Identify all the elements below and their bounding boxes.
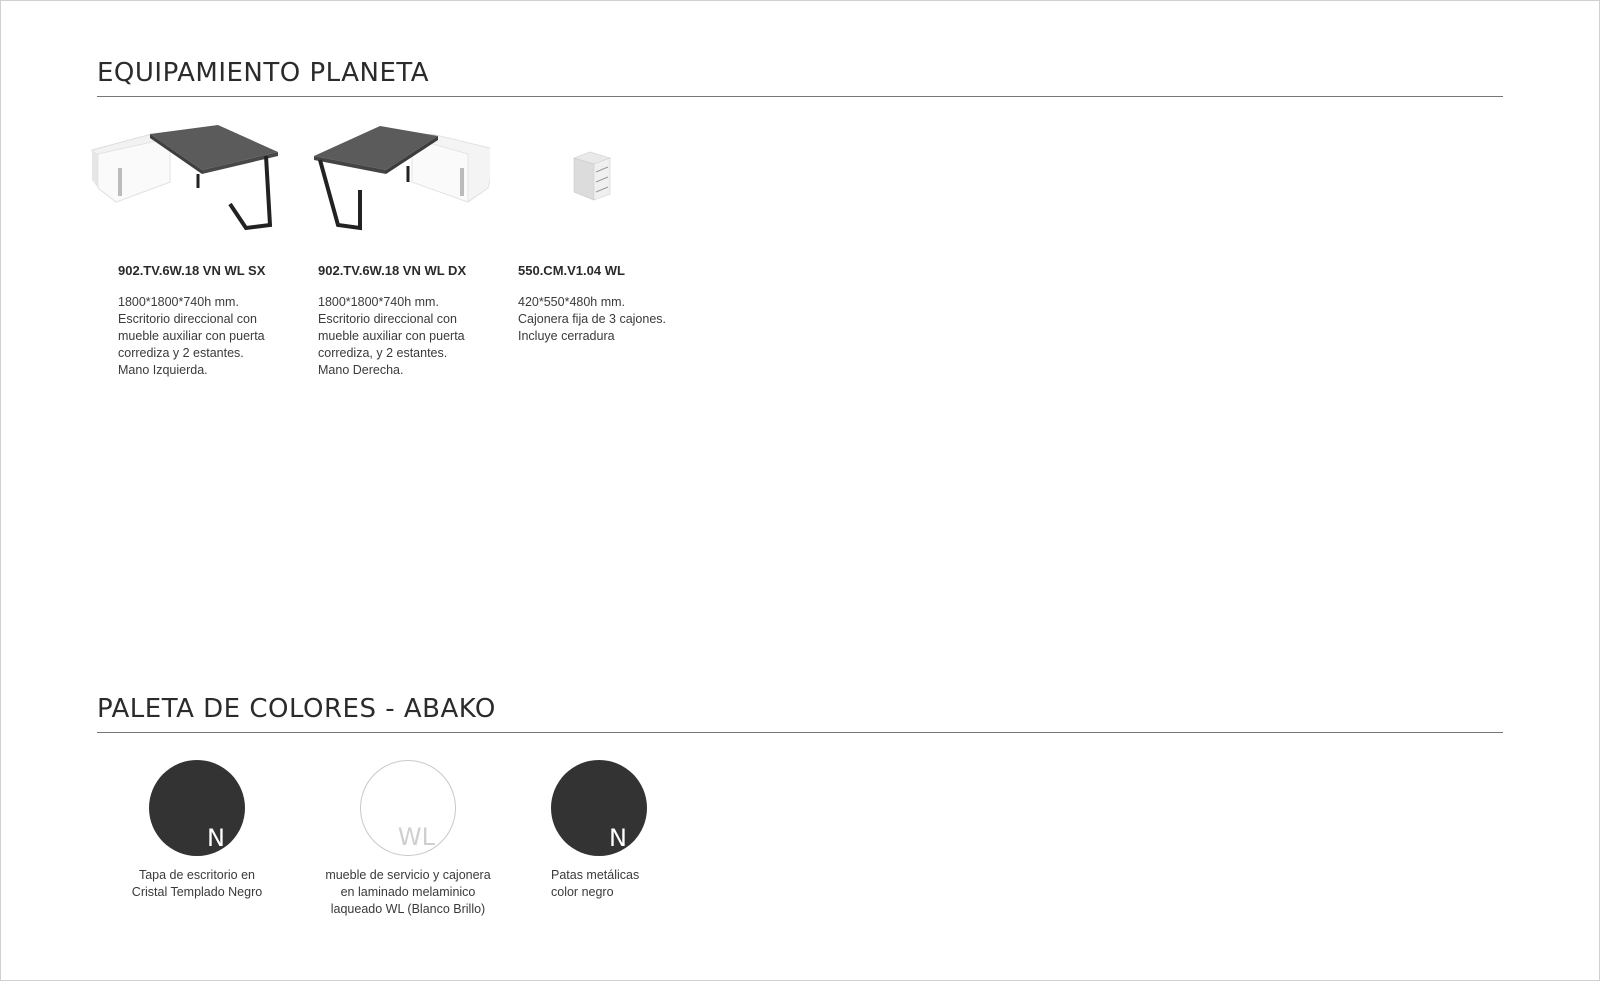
swatch-letter: N [609, 824, 627, 852]
caption-line: Patas metálicas [551, 868, 640, 882]
product-description [518, 294, 698, 345]
palette-title: PALETA DE COLORES - ABAKO [97, 694, 496, 724]
description-line: mueble auxiliar con puerta [318, 329, 465, 343]
desk-right-icon [290, 120, 490, 240]
caption-line: Cristal Templado Negro [131, 885, 263, 899]
description-line: 420*550*480h mm. [518, 295, 626, 309]
description-line: corrediza, y 2 estantes. [318, 346, 448, 360]
swatch-caption [308, 867, 508, 918]
description-line: Escritorio direccional con [318, 312, 457, 326]
desk-left-icon [90, 120, 290, 240]
caption-line: color negro [551, 885, 614, 899]
description-line: Mano Derecha. [318, 363, 404, 377]
description-line: 1800*1800*740h mm. [118, 295, 239, 309]
description-line: corrediza y 2 estantes. [118, 346, 244, 360]
swatch-caption [551, 867, 639, 901]
equipment-title: EQUIPAMIENTO PLANETA [97, 58, 430, 88]
description-line: Cajonera fija de 3 cajones. [518, 312, 667, 326]
product-code: 550.CM.V1.04 WL [518, 263, 625, 278]
product-code: 902.TV.6W.18 VN WL SX [118, 263, 266, 278]
swatch-circle-black [551, 760, 647, 856]
product-description [318, 294, 498, 379]
description-line: Incluye cerradura [518, 329, 615, 343]
swatch-letter: N [207, 824, 225, 852]
equipment-divider [97, 96, 1503, 97]
product-code: 902.TV.6W.18 VN WL DX [318, 263, 467, 278]
caption-line: en laminado melaminico [340, 885, 476, 899]
drawer-unit-icon [490, 120, 690, 240]
product-description [118, 294, 298, 379]
palette-divider [97, 732, 1503, 733]
caption-line: laqueado WL (Blanco Brillo) [330, 902, 486, 916]
caption-line: Tapa de escritorio en [138, 868, 256, 882]
swatch-caption [127, 867, 267, 901]
swatch-circle-white [360, 760, 456, 856]
description-line: Mano Izquierda. [118, 363, 208, 377]
swatch-letter: WL [397, 823, 435, 851]
swatch-circle-black [149, 760, 245, 856]
description-line: mueble auxiliar con puerta [118, 329, 265, 343]
description-line: 1800*1800*740h mm. [318, 295, 439, 309]
caption-line: mueble de servicio y cajonera [325, 868, 491, 882]
description-line: Escritorio direccional con [118, 312, 257, 326]
